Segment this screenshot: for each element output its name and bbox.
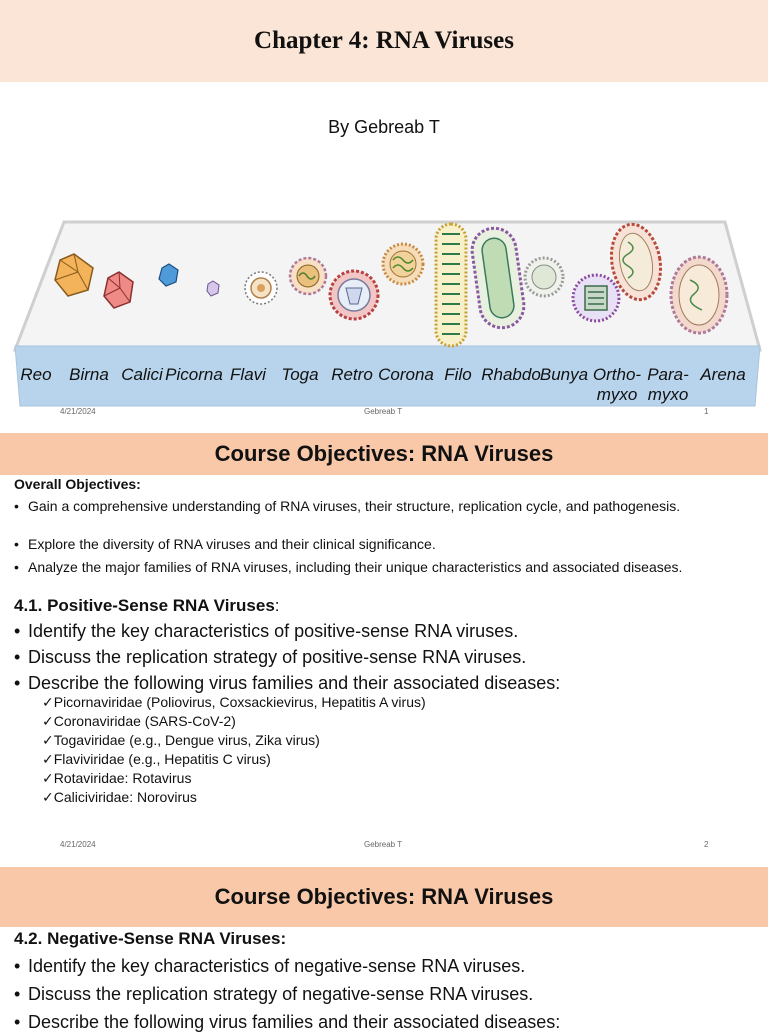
virus-label: myxo	[596, 385, 638, 404]
section-heading-text: 4.1. Positive-Sense RNA Viruses	[14, 596, 275, 615]
virus-label: Birna	[69, 365, 109, 384]
toga-virus-icon	[290, 258, 326, 294]
family-checklist-item: ✓ Togaviridae (e.g., Dengue virus, Zika virus)	[42, 732, 320, 748]
virus-label: Ortho-	[592, 365, 642, 384]
slide-title: Chapter 4: RNA Viruses	[254, 27, 514, 54]
bunya-virus-icon	[525, 258, 563, 296]
footer-page-number: 1	[704, 407, 709, 416]
virus-label: Calici	[121, 365, 163, 384]
virus-label: Para-	[647, 365, 689, 384]
overall-objectives-heading: Overall Objectives:	[14, 476, 141, 492]
positive-sense-item: • Identify the key characteristics of positive-sense RNA viruses.	[14, 620, 768, 642]
virus-label: Corona	[378, 365, 434, 384]
filo-virus-icon	[436, 224, 466, 346]
footer-date: 4/21/2024	[60, 407, 96, 416]
virus-label: Reo	[20, 365, 52, 384]
negative-sense-item: • Discuss the replication strategy of negative-sense RNA viruses.	[14, 983, 768, 1005]
objective-item: • Explore the diversity of RNA viruses and their clinical significance.	[14, 537, 728, 552]
virus-label: Bunya	[539, 365, 589, 384]
retro-virus-icon	[330, 271, 378, 319]
family-checklist-item: ✓ Coronaviridae (SARS-CoV-2)	[42, 713, 236, 729]
family-checklist-item: ✓ Caliciviridae: Norovirus	[42, 789, 197, 805]
author-byline: By Gebreab T	[328, 117, 440, 137]
section-heading	[14, 596, 280, 616]
virus-label: Retro	[331, 365, 373, 384]
family-checklist-item: ✓ Picornaviridae (Poliovirus, Coxsackievirus, Hepatitis A virus)	[42, 694, 426, 710]
title-band	[0, 0, 768, 82]
positive-sense-item: • Discuss the replication strategy of positive-sense RNA viruses.	[14, 646, 768, 668]
orthomyxo-virus-icon	[573, 275, 619, 321]
virus-label: Flavi	[230, 365, 266, 384]
corona-virus-icon	[383, 244, 423, 284]
slide-1	[0, 0, 768, 432]
slide-header: Course Objectives: RNA Viruses	[0, 867, 768, 927]
positive-sense-item: • Describe the following virus families and their associated diseases:	[14, 672, 768, 694]
arena-virus-icon	[671, 257, 727, 333]
virus-label: Arena	[700, 365, 746, 384]
rna-virus-illustration	[0, 210, 768, 410]
slide-header: Course Objectives: RNA Viruses	[0, 433, 768, 475]
footer-date: 4/21/2024	[60, 840, 96, 849]
slide-2	[0, 433, 768, 866]
footer-page-number: 2	[704, 840, 709, 849]
virus-label: Toga	[281, 365, 319, 384]
virus-label: Picorna	[165, 365, 223, 384]
footer-author: Gebreab T	[364, 407, 403, 416]
picorna-virus-icon	[207, 281, 219, 296]
slide-3	[0, 867, 768, 1032]
objective-item: • Gain a comprehensive understanding of RNA viruses, their structure, replication cycle, and pathogenesis.	[14, 499, 728, 514]
virus-label: Rhabdo	[481, 365, 541, 384]
negative-sense-item: • Describe the following virus families and their associated diseases:	[14, 1011, 768, 1033]
footer-author: Gebreab T	[364, 840, 403, 849]
negative-sense-item: • Identify the key characteristics of negative-sense RNA viruses.	[14, 955, 768, 977]
family-checklist-item: ✓ Flaviviridae (e.g., Hepatitis C virus)	[42, 751, 271, 767]
section-heading-colon: :	[274, 596, 280, 615]
virus-label: Filo	[444, 365, 472, 384]
section-heading: 4.2. Negative-Sense RNA Viruses:	[14, 929, 287, 948]
family-checklist-item: ✓ Rotaviridae: Rotavirus	[42, 770, 191, 786]
objective-item: • Analyze the major families of RNA viruses, including their unique characteristics and associated diseases.	[14, 560, 728, 575]
virus-label: myxo	[647, 385, 689, 404]
flavi-virus-icon	[245, 272, 277, 304]
